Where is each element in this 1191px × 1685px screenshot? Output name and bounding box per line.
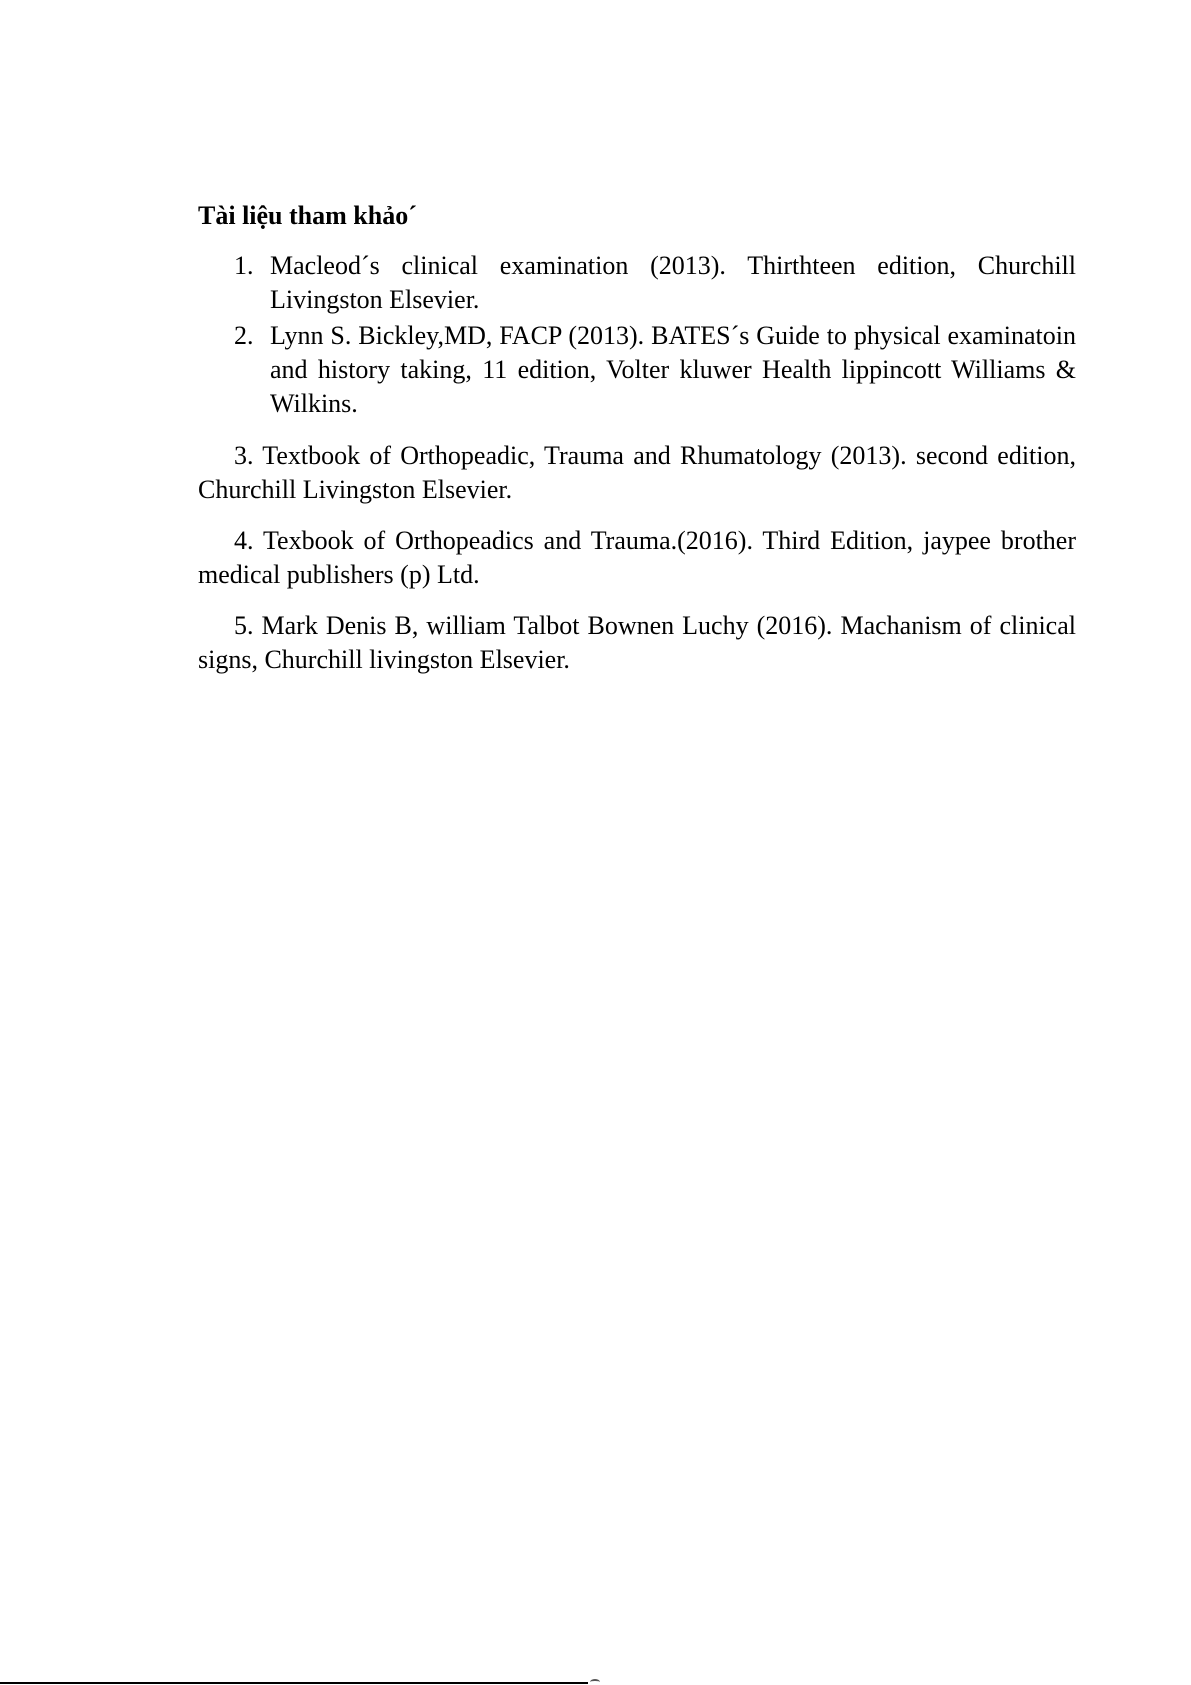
reference-item-1 bbox=[234, 249, 1076, 317]
footer-rule bbox=[0, 1682, 588, 1684]
reference-text: Lynn S. Bickley,MD, FACP (2013). BATES´s Guide to physical examinatoin and history taking, 11 edition, Volter kluwer Health lippincott Williams & Wilkins. bbox=[270, 321, 1076, 418]
reference-item-3: 3. Textbook of Orthopeadic, Trauma and Rhumatology (2013). second edition, Churchill Livingston Elsevier. bbox=[198, 441, 1076, 504]
reference-text: Macleod´s clinical examination (2013). Thirthteen edition, Churchill Livingston Elsevier. bbox=[270, 251, 1076, 314]
reference-number: 2. bbox=[234, 321, 254, 350]
page-number-mark bbox=[590, 1679, 600, 1685]
reference-item-2 bbox=[234, 319, 1076, 421]
references-heading: Tài liệu tham khảo´ bbox=[198, 201, 417, 230]
reference-item-5: 5. Mark Denis B, william Talbot Bownen Luchy (2016). Machanism of clinical signs, Churchill livingston Elsevier. bbox=[198, 611, 1076, 674]
reference-item-4: 4. Texbook of Orthopeadics and Trauma.(2016). Third Edition, jaypee brother medical publishers (p) Ltd. bbox=[198, 526, 1076, 589]
reference-number: 1. bbox=[234, 251, 254, 280]
